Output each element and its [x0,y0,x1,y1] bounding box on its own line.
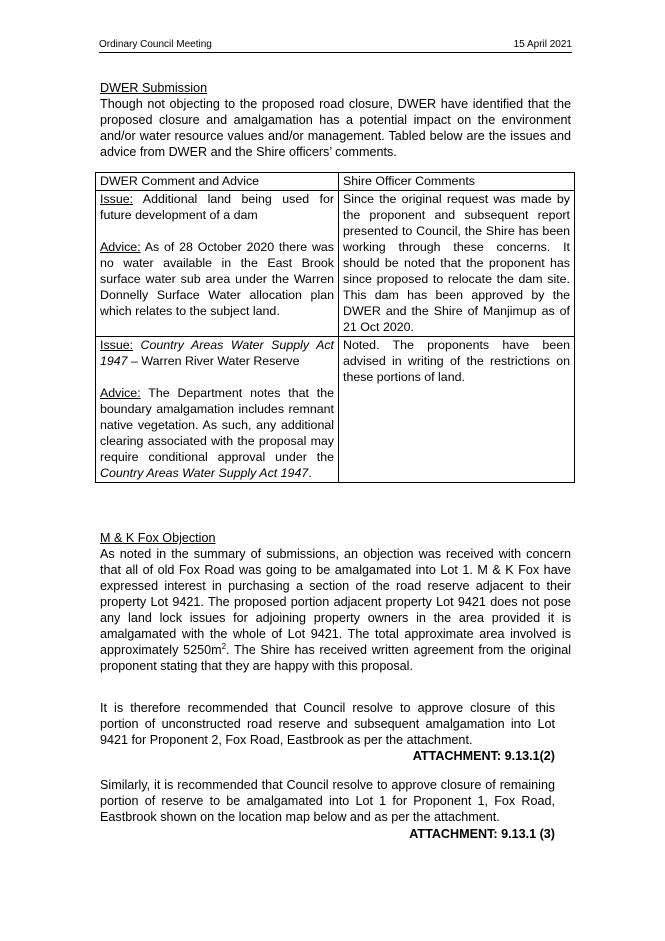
table-row [96,191,575,337]
row2-issue-rest: – Warren River Water Reserve [127,354,300,368]
fox-body [100,546,571,674]
row1-advice [100,239,334,319]
table-cell-shire-1 [339,191,575,337]
row2-issue-label: Issue: [100,338,134,352]
header-date: 15 April 2021 [513,39,572,50]
attachment-ref-1: ATTACHMENT: 9.13.1(2) [412,749,555,763]
table-header-dwer: DWER Comment and Advice [96,173,339,191]
row2-advice-act: Country Areas Water Supply Act 1947 [100,466,309,480]
table-cell-dwer-2 [96,337,339,483]
table-header-shire: Shire Officer Comments [339,173,575,191]
fox-heading: M & K Fox Objection [100,531,216,545]
table-header-row [96,173,575,191]
spacer [100,223,334,239]
row1-advice-label: Advice: [100,240,141,254]
row2-advice [100,385,334,481]
table-row [96,337,575,483]
table-cell-shire-2 [339,337,575,483]
dwer-section [100,80,571,160]
row1-issue-label: Issue: [100,192,134,206]
row1-advice-text: As of 28 October 2020 there was no water available in the East Brook surface water sub area under the Warren Donnelly Surface Water allocation plan which relates to the subject land. [100,240,334,318]
attachment-ref-2: ATTACHMENT: 9.13.1 (3) [409,827,555,841]
spacer [100,369,334,385]
recommendation-1 [100,700,555,764]
row1-issue-text: Additional land being used for future development of a dam [100,192,334,222]
row2-advice-label: Advice: [100,386,141,400]
recommendation-1-text: It is therefore recommended that Council resolve to approve closure of this portion of unconstructed road reserve and subsequent amalgamation into Lot 9421 for Proponent 2, Fox Road, Eastbrook as per the attachment. [100,701,555,747]
fox-body-superscript: 2 [221,641,227,651]
row2-comment: Noted. The proponents have been advised in writing of the restrictions on these portions of land. [343,338,570,384]
dwer-intro: Though not objecting to the proposed road closure, DWER have identified that the proposed closure and amalgamation has a potential impact on the environment and/or water resource values and/or management. Tabled below are the issues and advice from DWER and the Shire officers’ comments. [100,97,571,159]
dwer-heading: DWER Submission [100,81,208,95]
fox-body-text: As noted in the summary of submissions, an objection was received with concern that all of old Fox Road was going to be amalgamated into Lot 1. M & K Fox have expressed interest in purchasing a section of the road reserve adjacent to their property Lot 9421. The proposed portion adjacent property Lot 9421 does not pose any land lock issues for adjoining property owners in the area provided it is amalgamated with the whole of Lot 9421. The total approximate area involved is approximately 5250m [100,547,571,657]
row2-advice-text: The Department notes that the boundary amalgamation includes remnant native vegetation. As such, any additional clearing associated with the proposal may require conditional approval under the [100,386,334,464]
fox-body-text-end: . The Shire has received written agreement from the original proponent stating that they are happy with this proposal. [100,643,572,673]
recommendation-2 [100,777,555,842]
table-cell-dwer-1 [96,191,339,337]
dwer-comments-table [95,172,575,483]
row1-comment: Since the original request was made by the proponent and subsequent report presented to Council, the Shire has been working through these concerns. It should be noted that the proponent has since proposed to relocate the dam site. This dam has been approved by the DWER and the Shire of Manjimup as of 21 Oct 2020. [343,192,570,334]
header-rule [99,52,572,53]
fox-section [100,530,571,674]
page-header [99,38,572,52]
row2-issue-act: Country Areas Water Supply Act 1947 [100,338,334,368]
header-meeting-name: Ordinary Council Meeting [99,39,212,50]
row2-issue [100,337,334,369]
row1-issue [100,191,334,223]
recommendation-2-text: Similarly, it is recommended that Council resolve to approve closure of remaining portion of reserve to be amalgamated into Lot 1 for Proponent 1, Fox Road, Eastbrook shown on the location map below and as per the attachment. [100,778,555,824]
row2-advice-end: . [308,466,312,480]
